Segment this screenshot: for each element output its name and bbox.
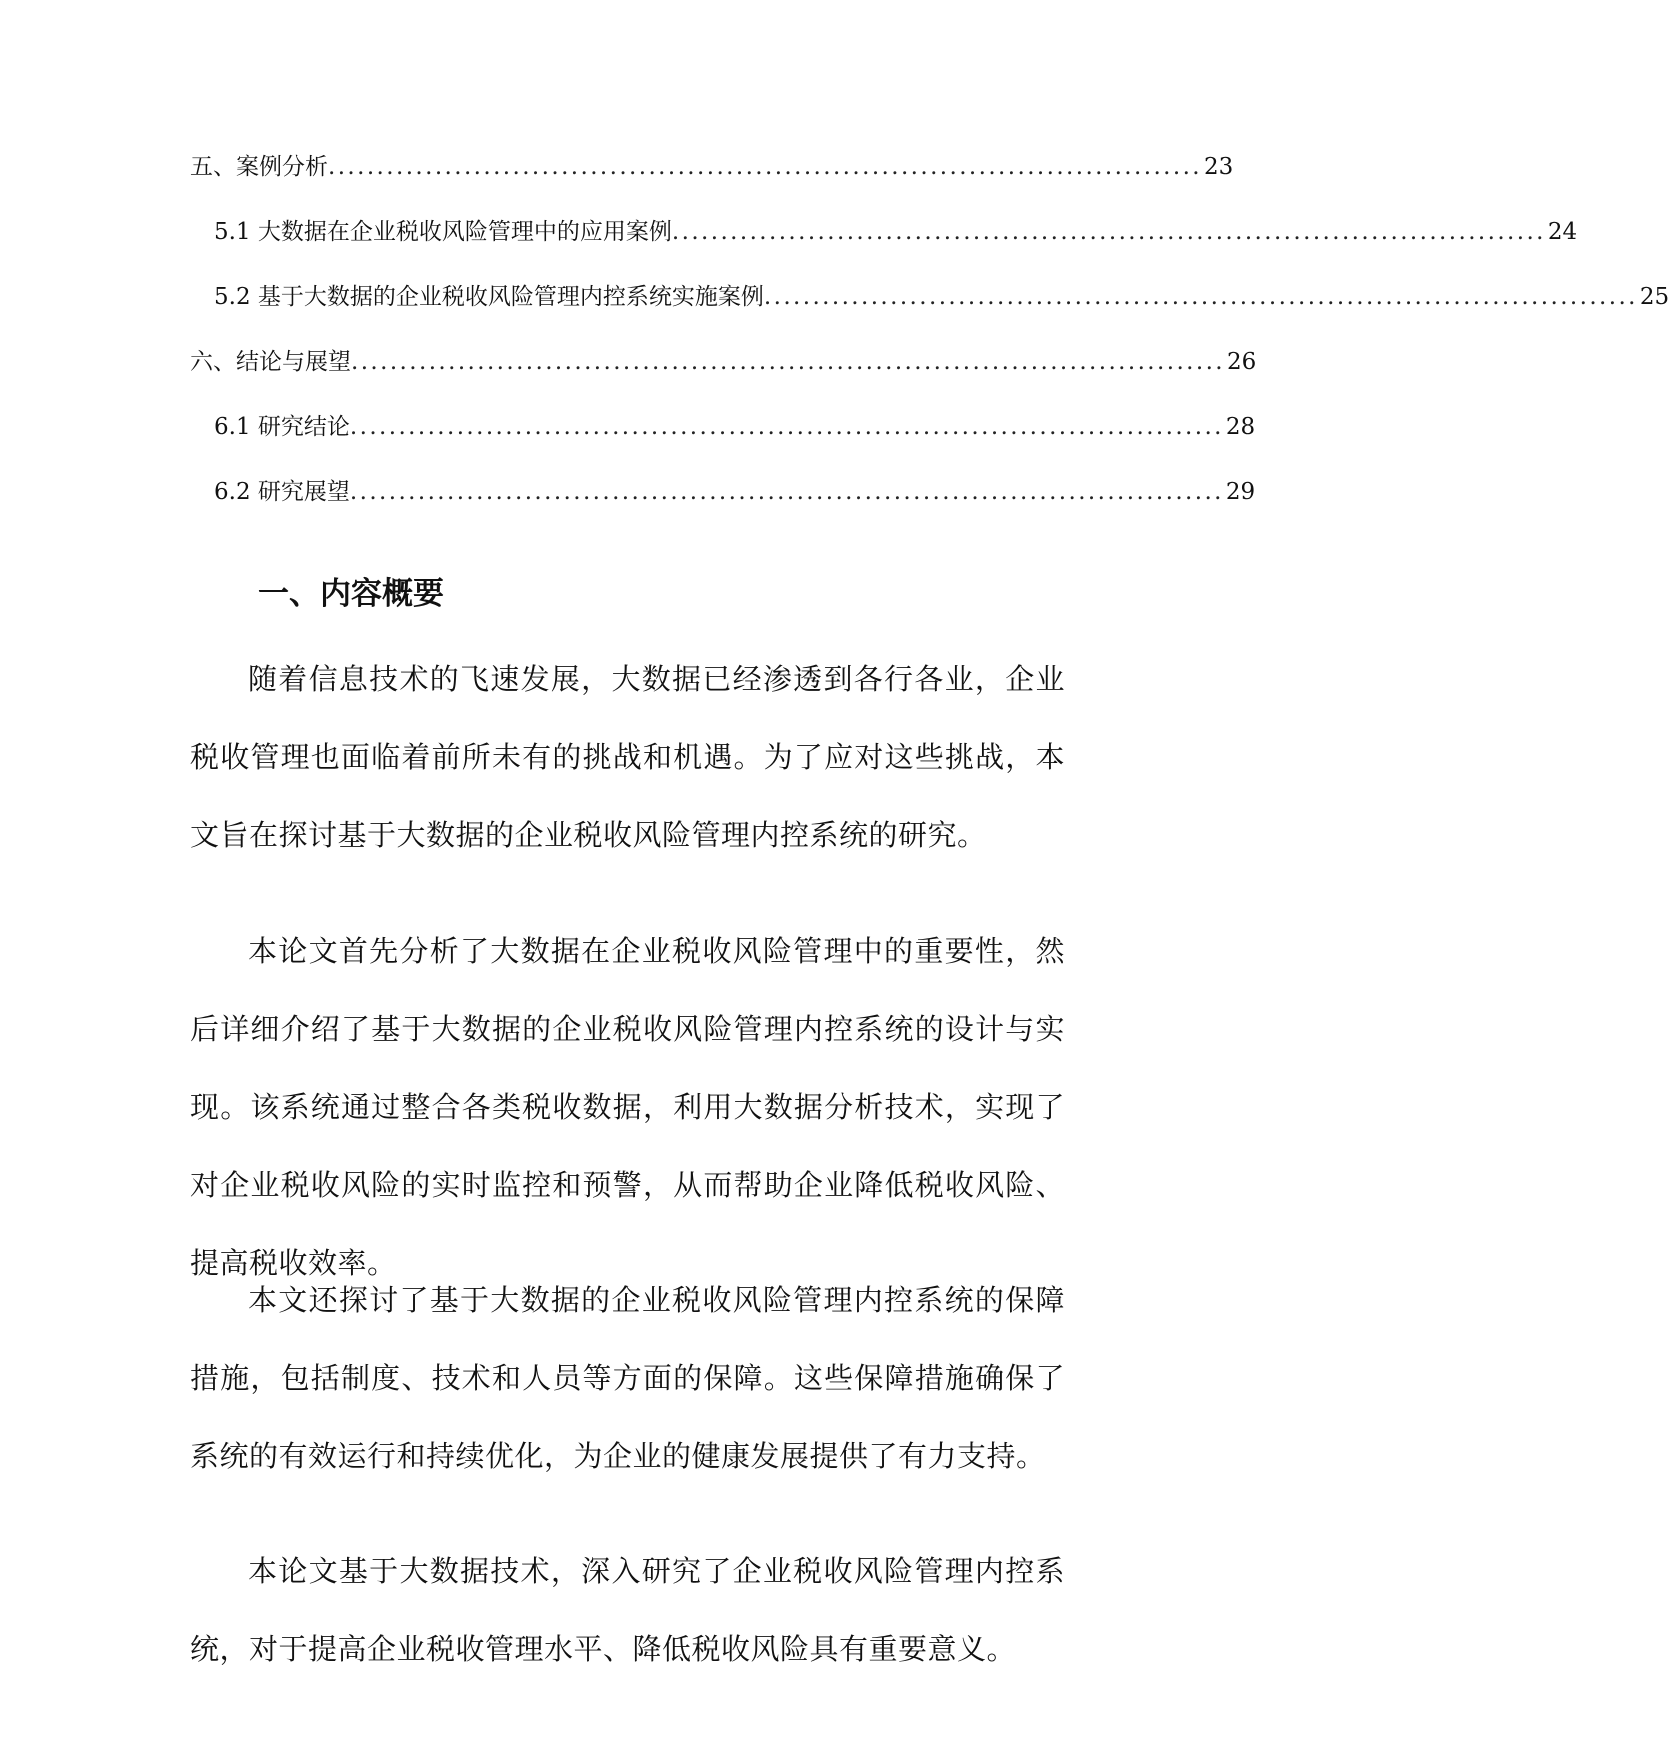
toc-leader-dots: .......................................................................................... — [763, 284, 1638, 310]
toc-entry-page: 29 — [1225, 479, 1256, 505]
toc-entry[interactable] — [214, 282, 1669, 312]
toc-entry-title: 五、案例分析 — [190, 154, 328, 180]
body-paragraph: 本论文基于大数据技术，深入研究了企业税收风险管理内控系统，对于提高企业税收管理水平、降低税收风险具有重要意义。 — [190, 1554, 1065, 1666]
section-heading: 一、内容概要 — [258, 576, 444, 612]
body-paragraph: 本文还探讨了基于大数据的企业税收风险管理内控系统的保障措施，包括制度、技术和人员等方面的保障。这些保障措施确保了系统的有效运行和持续优化，为企业的健康发展提供了有力支持。 — [190, 1283, 1065, 1473]
toc-entry-page: 25 — [1639, 284, 1669, 310]
toc-leader-dots: .......................................................................................... — [349, 479, 1224, 505]
toc-entry-title: 5.2 基于大数据的企业税收风险管理内控系统实施案例 — [214, 284, 764, 310]
toc-entry-title: 6.2 研究展望 — [214, 479, 350, 505]
toc-entry-page: 24 — [1547, 219, 1578, 245]
toc-entry[interactable] — [190, 152, 1234, 182]
body-paragraph: 本论文首先分析了大数据在企业税收风险管理中的重要性，然后详细介绍了基于大数据的企业税收风险管理内控系统的设计与实现。该系统通过整合各类税收数据，利用大数据分析技术，实现了对企业税收风险的实时监控和预警，从而帮助企业降低税收风险、提高税收效率。 — [190, 934, 1065, 1280]
toc-leader-dots: .......................................................................................... — [351, 349, 1225, 375]
toc-entry[interactable] — [190, 347, 1257, 377]
toc-entry-page: 26 — [1227, 349, 1257, 375]
body-paragraph: 随着信息技术的飞速发展，大数据已经渗透到各行各业，企业税收管理也面临着前所未有的挑战和机遇。为了应对这些挑战，本文旨在探讨基于大数据的企业税收风险管理内控系统的研究。 — [190, 662, 1065, 852]
toc-entry-page: 23 — [1204, 154, 1234, 180]
toc-leader-dots: .......................................................................................... — [349, 414, 1224, 440]
toc-entry-title: 六、结论与展望 — [190, 349, 351, 375]
toc-entry[interactable] — [214, 477, 1256, 507]
toc-entry-page: 28 — [1225, 414, 1256, 440]
toc-entry-title: 6.1 研究结论 — [214, 414, 350, 440]
toc-entry-title: 5.1 大数据在企业税收风险管理中的应用案例 — [214, 219, 672, 245]
toc-entry[interactable] — [214, 217, 1578, 247]
toc-leader-dots: .......................................................................................... — [328, 154, 1202, 180]
toc-leader-dots: .......................................................................................... — [671, 219, 1546, 245]
toc-entry[interactable] — [214, 412, 1256, 442]
